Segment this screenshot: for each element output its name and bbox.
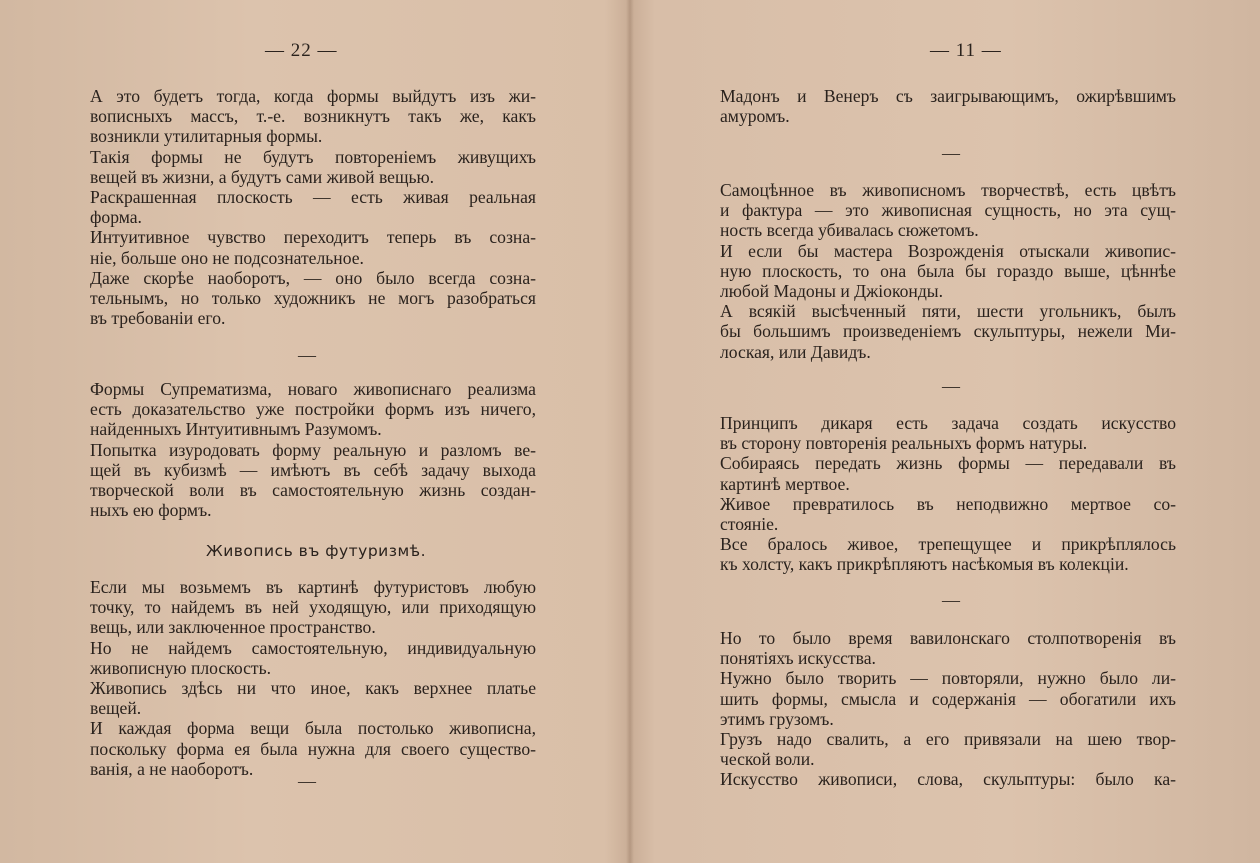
text-line: форма. bbox=[90, 207, 142, 228]
text-line: понятіяхъ искусства. bbox=[720, 648, 876, 669]
right-page bbox=[630, 0, 1260, 863]
text-line: Грузъ надо свалить, а его привязали на шею твор- bbox=[720, 729, 1176, 750]
text-line: въ требованіи его. bbox=[90, 308, 226, 329]
text-line: Если мы возьмемъ въ картинѣ футуристовъ любую bbox=[90, 577, 536, 597]
text-line: Все бралось живое, трепещущее и прикрѣплялось bbox=[720, 534, 1176, 555]
text-line: ность всегда убивалась сюжетомъ. bbox=[720, 220, 979, 241]
text-line: щей въ кубизмѣ — имѣютъ въ себѣ задачу выхода bbox=[90, 459, 536, 480]
text-line: Но то было время вавилонскаго столпотворенія въ bbox=[720, 628, 1176, 648]
text-line: ванія, а не наоборотъ. bbox=[90, 758, 254, 779]
text-line: тельнымъ, но только художникъ не могъ разобраться bbox=[90, 288, 536, 309]
text-line: Попытка изуродовать форму реальную и разломъ ве- bbox=[90, 439, 536, 460]
text-line: Формы Супрематизма, новаго живописнаго реализма bbox=[90, 379, 536, 399]
text-line: стояніе. bbox=[720, 514, 779, 535]
left-block-1 bbox=[90, 86, 536, 328]
text-line: ныхъ ею формъ. bbox=[90, 500, 212, 521]
section-heading: Живопись въ футуризмѣ. bbox=[206, 542, 427, 560]
text-line: вещей въ жизни, а будутъ сами живой вещью. bbox=[90, 166, 435, 187]
text-line: живописную плоскость. bbox=[90, 657, 271, 678]
text-line: А всякій высѣченный пяти, шести угольникъ, былъ bbox=[720, 301, 1176, 322]
left-separator-1: — bbox=[298, 345, 316, 365]
left-block-2 bbox=[90, 379, 536, 520]
text-line: Живопись здѣсь ни что иное, какъ верхнее платье bbox=[90, 678, 536, 699]
text-line: есть доказательство уже постройки формъ изъ ничего, bbox=[90, 399, 536, 420]
text-line: Самоцѣнное въ живописномъ творчествѣ, есть цвѣтъ bbox=[720, 180, 1176, 200]
text-line: ную плоскость, то она была бы гораздо выше, цѣннѣе bbox=[720, 260, 1176, 281]
text-line: лоская, или Давидъ. bbox=[720, 341, 871, 362]
text-line: вещей. bbox=[90, 698, 142, 719]
text-line: поскольку форма ея была нужна для своего существо- bbox=[90, 738, 536, 759]
text-line: и фактура — это живописная сущность, но эта сущ- bbox=[720, 200, 1176, 221]
right-separator-1: — bbox=[942, 143, 960, 163]
right-separator-3: — bbox=[942, 590, 960, 610]
text-line: ческой воли. bbox=[720, 749, 815, 770]
text-line: Искусство живописи, слова, скульптуры: было ка- bbox=[720, 769, 1176, 790]
text-line: Такія формы не будутъ повтореніемъ живущихъ bbox=[90, 146, 536, 167]
right-block-3 bbox=[720, 413, 1176, 575]
text-line: Мадонъ и Венеръ съ заигрывающимъ, ожирѣвшимъ bbox=[720, 86, 1176, 106]
text-line: Даже скорѣе наоборотъ, — оно было всегда созна- bbox=[90, 267, 536, 288]
text-line: въ сторону повторенія реальныхъ формъ натуры. bbox=[720, 433, 1088, 454]
text-line: творческой воли въ самостоятельную жизнь создан- bbox=[90, 480, 536, 501]
left-separator-2: — bbox=[298, 771, 316, 791]
text-line: точку, то найдемъ въ ней уходящую, или приходящую bbox=[90, 597, 536, 618]
text-line: картинѣ мертвое. bbox=[720, 473, 850, 494]
text-line: возникли утилитарныя формы. bbox=[90, 126, 323, 147]
text-line: Интуитивное чувство переходитъ теперь въ созна- bbox=[90, 227, 536, 248]
text-line: любой Мадоны и Джіоконды. bbox=[720, 281, 944, 302]
text-line: ніе, больше оно не подсознательное. bbox=[90, 247, 364, 268]
text-line: Раскрашенная плоскость — есть живая реальная bbox=[90, 187, 536, 208]
text-line: найденныхъ Интуитивнымъ Разумомъ. bbox=[90, 419, 382, 440]
right-separator-2: — bbox=[942, 376, 960, 396]
text-line: бы большимъ произведеніемъ скульптуры, нежели Ми- bbox=[720, 321, 1176, 342]
right-block-1 bbox=[720, 86, 1176, 126]
text-line: шить формы, смысла и содержанія — обогатили ихъ bbox=[720, 688, 1176, 709]
right-block-2 bbox=[720, 180, 1176, 362]
text-line: Живое превратилось въ неподвижно мертвое со- bbox=[720, 493, 1176, 514]
left-page-number: — 22 — bbox=[265, 40, 338, 61]
text-line: А это будетъ тогда, когда формы выйдутъ изъ жи- bbox=[90, 86, 536, 106]
text-line: вописныхъ массъ, т.-е. возникнутъ такъ же, какъ bbox=[90, 106, 536, 127]
text-line: этимъ грузомъ. bbox=[720, 708, 834, 729]
text-line: амуромъ. bbox=[720, 106, 790, 127]
text-line: вещь, или заключенное пространство. bbox=[90, 617, 376, 638]
text-line: Собираясь передать жизнь формы — передавали въ bbox=[720, 453, 1176, 474]
text-line: къ холсту, какъ прикрѣпляютъ насѣкомыя въ колекціи. bbox=[720, 554, 1129, 575]
right-page-number: — 11 — bbox=[930, 40, 1002, 61]
text-line: Но не найдемъ самостоятельную, индивидуальную bbox=[90, 637, 536, 658]
right-block-4 bbox=[720, 628, 1176, 790]
text-line: И каждая форма вещи была постолько живописна, bbox=[90, 718, 536, 739]
left-block-3 bbox=[90, 577, 536, 779]
text-line: И если бы мастера Возрожденія отыскали живопис- bbox=[720, 240, 1176, 261]
text-line: Нужно было творить — повторяли, нужно было ли- bbox=[720, 668, 1176, 689]
text-line: Принципъ дикаря есть задача создать искусство bbox=[720, 413, 1176, 433]
